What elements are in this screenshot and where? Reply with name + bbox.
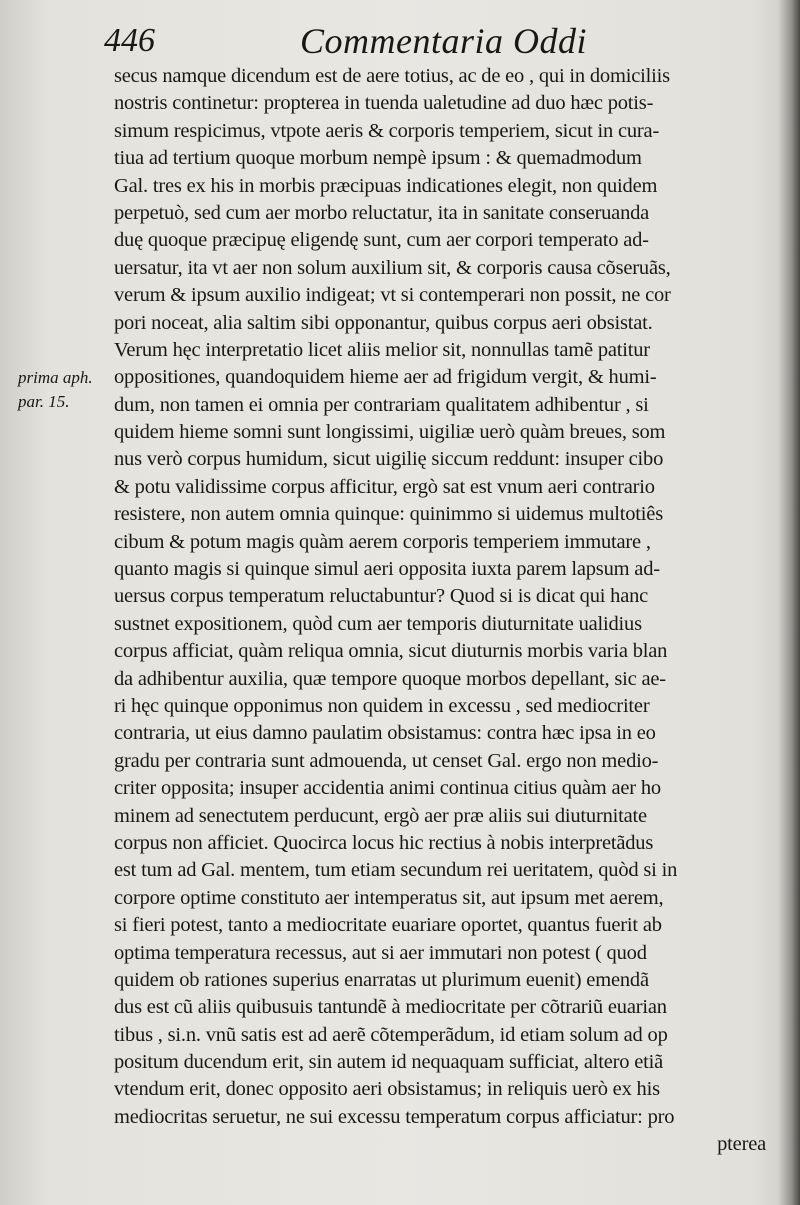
text-line: minem ad senectutem perducunt, ergò aer præ aliis sui diuturnitate bbox=[114, 804, 647, 827]
text-line: nostris continetur: propterea in tuenda ualetudine ad duo hæc potis- bbox=[114, 92, 654, 115]
binding-shadow bbox=[778, 0, 800, 1205]
text-line: oppositiones, quandoquidem hieme aer ad frigidum vergit, & humi- bbox=[114, 366, 657, 389]
catchword: pterea bbox=[717, 1133, 766, 1156]
text-line: cibum & potum magis quàm aerem corporis temperiem immutare , bbox=[114, 530, 651, 553]
text-line: ri hęc quinque opponimus non quidem in excessu , sed mediocriter bbox=[114, 694, 650, 717]
text-line: perpetuò, sed cum aer morbo reluctatur, ita in sanitate conseruanda bbox=[114, 201, 650, 224]
text-line: positum ducendum erit, sin autem id nequaquam sufficiat, altero etiã bbox=[114, 1051, 664, 1074]
text-line: pori noceat, alia saltim sibi opponantur, quibus corpus aeri obsistat. bbox=[114, 311, 653, 334]
text-line: vtendum erit, donec opposito aeri obsistamus; in reliquis uerò ex his bbox=[114, 1078, 660, 1101]
running-title: Commentaria Oddi bbox=[300, 21, 587, 61]
text-line: corpore optime constituto aer intemperatus sit, aut ipsum met aerem, bbox=[114, 886, 664, 909]
text-line: nus verò corpus humidum, sicut uigilię siccum reddunt: insuper cibo bbox=[114, 448, 664, 471]
text-line: dum, non tamen ei omnia per contrariam qualitatem adhibentur , si bbox=[114, 393, 649, 416]
text-line: resistere, non autem omnia quinque: quinimmo si uidemus multotiês bbox=[114, 503, 663, 526]
text-line: duę quoque præcipuę eligendę sunt, cum aer corpori temperato ad- bbox=[114, 229, 649, 252]
text-line: uersus corpus temperatum reluctabuntur? Quod si is dicat qui hanc bbox=[114, 585, 649, 608]
text-line: mediocritas seruetur, ne sui excessu temperatum corpus afficiatur: pro bbox=[114, 1105, 675, 1128]
body-text bbox=[114, 63, 766, 1159]
text-line: corpus afficiat, quàm reliqua omnia, sicut diuturnis morbis varia blan bbox=[114, 640, 668, 663]
text-line: optima temperatura recessus, aut si aer immutari non potest ( quod bbox=[114, 941, 647, 964]
text-line: quidem hieme somni sunt longissimi, uigiliæ uerò quàm breues, som bbox=[114, 421, 666, 444]
text-line: Verum hęc interpretatio licet aliis melior sit, nonnullas tamẽ patitur bbox=[114, 338, 650, 361]
text-line: quanto magis si quinque simul aeri opposita iuxta parem lapsum ad- bbox=[114, 558, 660, 581]
text-line: dus est cũ aliis quibusuis tantundẽ à mediocritate per cõtrariũ euarian bbox=[114, 996, 667, 1019]
text-line: tiua ad tertium quoque morbum nempè ipsum : & quemadmodum bbox=[114, 147, 642, 170]
text-line: criter opposita; insuper accidentia animi continua citius quàm aer ho bbox=[114, 777, 661, 800]
page-header bbox=[104, 18, 664, 66]
text-line: tibus , si.n. vnũ satis est ad aerẽ cõtemperãdum, id etiam solum ad op bbox=[114, 1023, 668, 1046]
text-line: corpus non afficiet. Quocirca locus hic rectius à nobis interpretãdus bbox=[114, 831, 654, 854]
text-line: simum respicimus, vtpote aeris & corporis temperiem, sicut in cura- bbox=[114, 119, 660, 142]
text-line: Gal. tres ex his in morbis præcipuas indicationes elegit, non quidem bbox=[114, 174, 658, 197]
marginal-note: par. 15. bbox=[18, 392, 70, 411]
text-line: contraria, ut eius damno paulatim obsistamus: contra hæc ipsa in eo bbox=[114, 722, 656, 745]
text-line: sustnet expositionem, quòd cum aer temporis diuturnitate ualidius bbox=[114, 612, 642, 635]
text-line: da adhibentur auxilia, quæ tempore quoque morbos depellant, sic ae- bbox=[114, 667, 666, 690]
text-line: gradu per contraria sunt admouenda, ut censet Gal. ergo non medio- bbox=[114, 749, 659, 772]
marginal-notes bbox=[18, 366, 110, 414]
text-line: & potu validissime corpus afficitur, ergò sat est vnum aeri contrario bbox=[114, 475, 655, 498]
text-line: secus namque dicendum est de aere totius, ac de eo , qui in domiciliis bbox=[114, 65, 670, 87]
text-line: si fieri potest, tanto a mediocritate euariare oportet, quantus fuerit ab bbox=[114, 914, 662, 937]
page-number: 446 bbox=[104, 22, 155, 59]
text-line: est tum ad Gal. mentem, tum etiam secundum rei ueritatem, quòd si in bbox=[114, 859, 678, 882]
text-line: verum & ipsum auxilio indigeat; vt si contemperari non possit, ne cor bbox=[114, 284, 671, 307]
text-line: uersatur, ita vt aer non solum auxilium sit, & corporis causa cõseruãs, bbox=[114, 256, 671, 279]
marginal-note: prima aph. bbox=[18, 368, 93, 387]
text-line: quidem ob rationes superius enarratas ut plurimum euenit) emendã bbox=[114, 968, 649, 991]
